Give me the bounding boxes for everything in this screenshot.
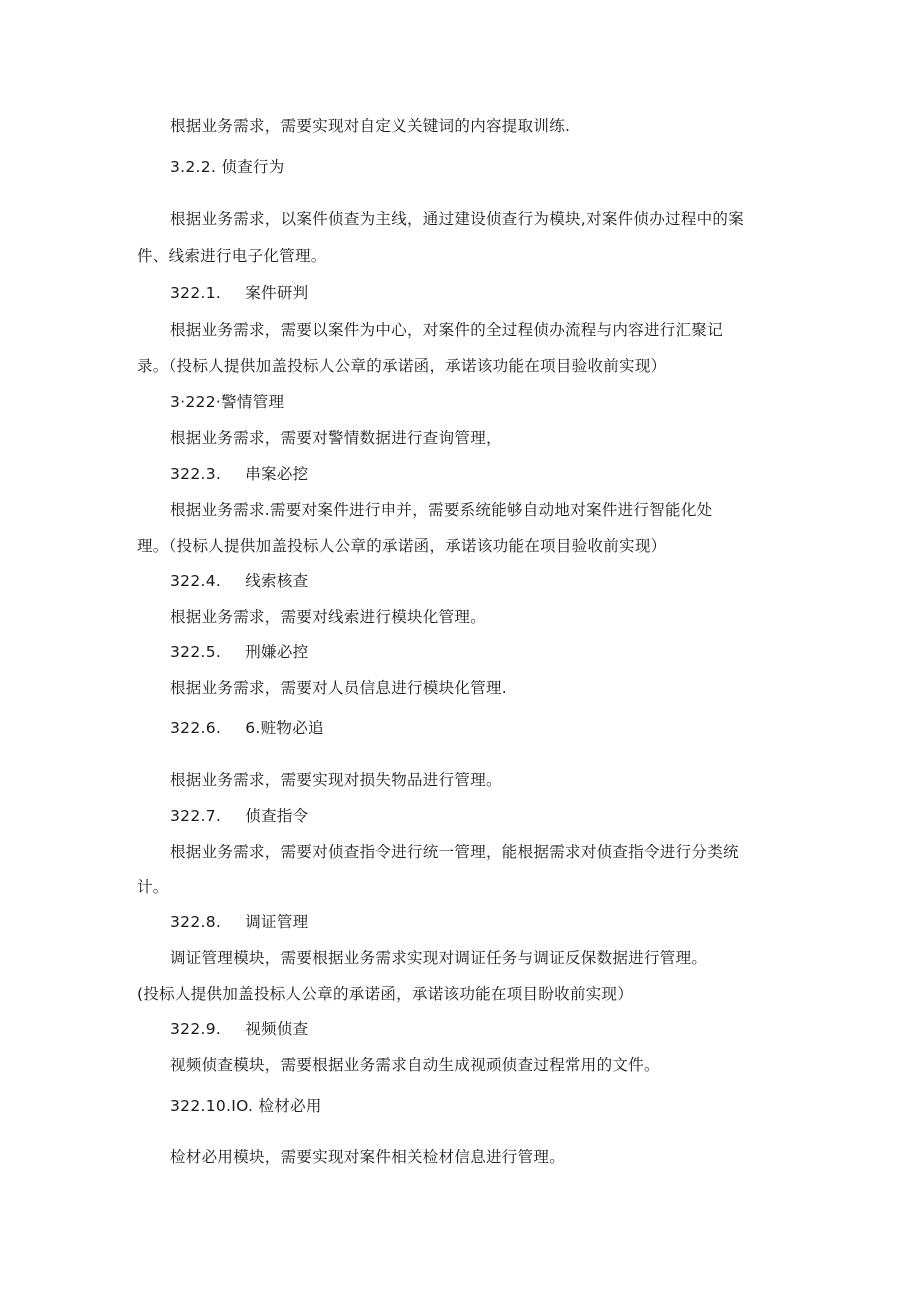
subsection-number: 322.9. [170,1020,222,1038]
subsection-number: 322.3. [170,465,222,483]
subsection-heading [170,1019,308,1039]
subsection-heading [170,1096,322,1116]
subsection-heading [170,912,308,932]
paragraph-line: 件、线索进行电子化管理。 [137,247,327,265]
paragraph-line: 调证管理模块，需要根据业务需求实现对调证任务与调证反保数据进行管理。 [170,949,708,967]
subsection-number: 322.7. [170,807,222,825]
section-title: 侦查行为 [221,158,285,176]
paragraph-line: 根据业务需求.需要对案件进行申并，需要系统能够自动地对案件进行智能化处 [170,501,713,519]
subsection-heading [170,392,284,412]
paragraph-line: 根据业务需求，需要以案件为中心，对案件的全过程侦办流程与内容进行汇聚记 [170,321,724,339]
paragraph-line: 根据业务需求，需要对线索进行模块化管理。 [170,608,487,626]
subsection-heading [170,718,324,738]
section-heading-3-2-2 [170,157,285,177]
subsection-number: 3·222· [170,393,222,411]
subsection-title: 调证管理 [245,913,309,931]
subsection-title: 视频侦查 [245,1020,309,1038]
subsection-number: 322.10.IO. [170,1097,254,1115]
subsection-title: 线索核查 [245,572,309,590]
paragraph-line: 根据业务需求，需要实现对自定义关键词的内容提取训练. [170,117,571,135]
paragraph-line: 视频侦查模块，需要根据业务需求自动生成视顽侦查过程常用的文件。 [170,1056,660,1074]
subsection-number: 322.5. [170,643,222,661]
subsection-heading [170,806,308,826]
subsection-title: 检材必用 [258,1097,322,1115]
subsection-title: 侦查指令 [245,807,309,825]
subsection-heading [170,464,308,484]
paragraph-line: 检材必用模块，需要实现对案件相关检材信息进行管理。 [170,1148,566,1166]
paragraph-line: 录。（投标人提供加盖投标人公章的承诺函，承诺该功能在项目验收前实现） [137,357,667,375]
paragraph-line: 根据业务需求，以案件侦查为主线，通过建设侦查行为模块,对案件侦办过程中的案 [170,210,745,228]
subsection-heading [170,571,308,591]
subsection-heading [170,642,308,662]
subsection-number: 322.1. [170,284,222,302]
paragraph-line: 计。 [137,878,169,896]
paragraph-line: (投标人提供加盖投标人公章的承诺函，承诺该功能在项目盼收前实现） [137,985,634,1003]
subsection-number: 322.4. [170,572,222,590]
subsection-heading [170,283,308,303]
subsection-title: 警情管理 [221,393,285,411]
paragraph-line: 根据业务需求，需要对侦查指令进行统一管理，能根据需求对侦查指令进行分类统 [170,843,739,861]
paragraph-line: 理。（投标人提供加盖投标人公章的承诺函，承诺该功能在项目验收前实现） [137,537,667,555]
subsection-number: 322.8. [170,913,222,931]
paragraph-line: 根据业务需求，需要对人员信息进行模块化管理. [170,679,508,697]
subsection-title: 6.赃物必追 [245,719,324,737]
subsection-title: 案件研判 [245,284,309,302]
section-number: 3.2.2. [170,158,217,176]
subsection-title: 刑嫌必控 [245,643,309,661]
paragraph-line: 根据业务需求，需要实现对损失物品进行管理。 [170,771,502,789]
subsection-number: 322.6. [170,719,222,737]
subsection-title: 串案必挖 [245,465,309,483]
paragraph-line: 根据业务需求，需要对警情数据进行查询管理， [170,429,502,447]
